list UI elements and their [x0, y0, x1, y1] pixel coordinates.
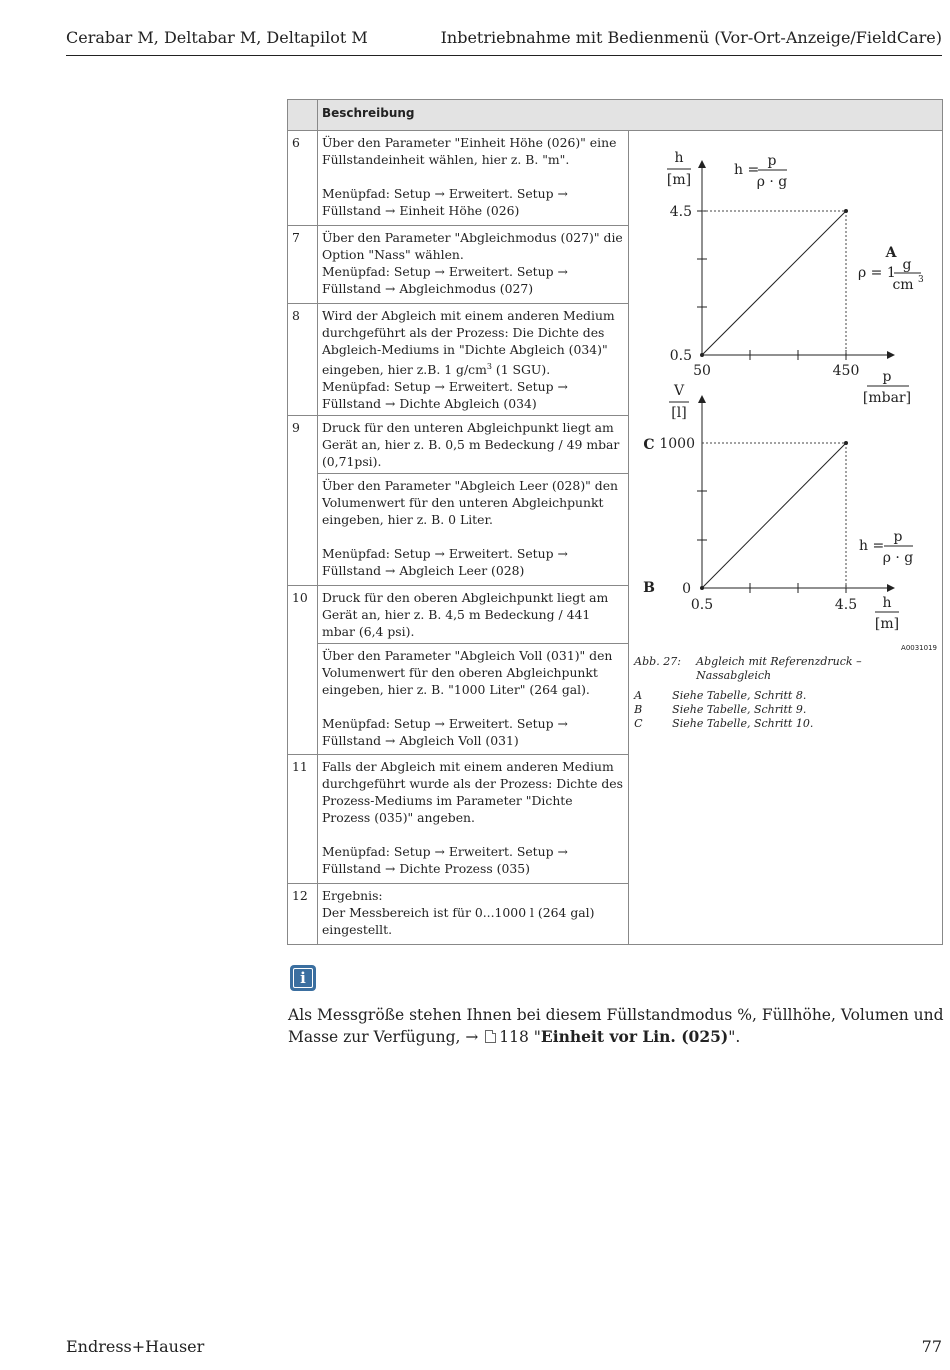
graph1-line [702, 211, 846, 355]
step-menu-path: Menüpfad: Setup → Erweitert. Setup → Füllstand → Abgleich Voll (031) [321, 716, 568, 749]
graph1-xtick-low: 50 [693, 363, 712, 379]
graph2-xtick-high: 4.5 [835, 597, 858, 613]
page-reference-icon [485, 1030, 496, 1043]
graph1-density-num: g [902, 257, 912, 273]
step-text: Über den Parameter "Abgleich Leer (028)" den Volumenwert für den unteren Abgleichpunkt eingeben, hier z. B. 0 Liter. [321, 478, 619, 528]
footer-brand: Endress+Hauser [66, 1337, 205, 1356]
graph1-formula-lhs: h = [734, 162, 760, 178]
step-description [317, 644, 628, 755]
table-header-description: Beschreibung [317, 100, 942, 131]
note-quote-open: " [528, 1028, 541, 1046]
step-menu-path: Menüpfad: Setup → Erweitert. Setup → Füllstand → Einheit Höhe (026) [321, 186, 568, 218]
graph1-marker-a: A [885, 245, 897, 261]
step-description [317, 884, 628, 945]
step-text: Druck für den oberen Abgleichpunkt liegt am Gerät an, hier z. B. 4,5 m Bedeckung / 441 mbar (6,4 psi). [321, 590, 609, 640]
step-number: 12 [288, 884, 318, 945]
step-number: 8 [288, 304, 318, 416]
note-text: Als Messgröße stehen Ihnen bei diesem Füllstandmodus %, Füllhöhe, Volumen und Masse zur Verfügung, → [288, 1006, 944, 1046]
graph-volume-vs-height [643, 383, 913, 632]
step-text: Über den Parameter "Abgleich Voll (031)" den Volumenwert für den oberen Abgleichpunkt eingeben, hier z. B. "1000 Liter" (264 gal). [321, 648, 613, 698]
step-menu-path: Menüpfad: Setup → Erweitert. Setup → Füllstand → Dichte Abgleich (034) [321, 379, 568, 412]
graph2-xtick-low: 0.5 [691, 597, 714, 613]
graph1-point-low [700, 353, 704, 357]
step-description [317, 416, 628, 474]
step-text: Wird der Abgleich mit einem anderen Medium durchgeführt als der Prozess: Die Dichte des Abgleich-Mediums in "Dichte Abgleich (034)" eingeben, hier z.B. 1 $g/cm^3$ (1 SGU). [321, 308, 615, 378]
graph1-point-high [844, 209, 848, 213]
graph1-density-exp: 3 [918, 275, 924, 285]
graph1-density-lhs: ρ = 1 [858, 265, 896, 281]
step-number: 10 [288, 586, 318, 755]
step-text: Falls der Abgleich mit einem anderen Medium durchgeführt wurde als der Prozess: Dichte des Prozess-Mediums im Parameter "Dichte Prozess (035)" angeben. [321, 759, 623, 826]
graph1-formula-num: p [767, 153, 777, 169]
graph-height-vs-pressure [667, 150, 924, 406]
step-menu-path: Menüpfad: Setup → Erweitert. Setup → Füllstand → Abgleich Leer (028) [321, 546, 568, 579]
info-note [288, 1005, 948, 1048]
graph1-formula-den: ρ · g [756, 174, 788, 190]
step-text: Druck für den unteren Abgleichpunkt liegt am Gerät an, hier z. B. 0,5 m Bedeckung / 49 mbar (0,71psi). [321, 420, 620, 470]
graph1-x-label: p [882, 369, 892, 385]
info-icon: i [290, 965, 316, 991]
page-number: 77 [921, 1337, 942, 1356]
figure-caption [634, 655, 934, 731]
figure-legend [634, 689, 934, 731]
step-number: 9 [288, 416, 318, 586]
legend-text: Siehe Tabelle, Schritt 10. [672, 717, 814, 730]
legend-text: Siehe Tabelle, Schritt 9. [672, 703, 807, 716]
graph1-ytick-high: 4.5 [669, 204, 693, 220]
header-rule [66, 55, 942, 56]
steps-table [287, 99, 943, 945]
legend-key: C [634, 717, 643, 730]
step-description [317, 304, 628, 416]
graph2-point-low [700, 586, 704, 590]
step-number: 7 [288, 226, 318, 304]
graph2-ytick-low: 0 [682, 581, 692, 597]
step-description [317, 474, 628, 586]
legend-item [634, 689, 934, 703]
graph2-y-unit: [l] [671, 405, 687, 421]
step-text: Über den Parameter "Abgleichmodus (027)" die Option "Nass" wählen. [321, 230, 623, 262]
graph1-xtick-high: 450 [832, 363, 860, 379]
step-description [317, 586, 628, 644]
legend-key: B [634, 703, 643, 716]
legend-item [634, 703, 934, 717]
header-title-left: Cerabar M, Deltabar M, Deltapilot M [66, 28, 368, 47]
graph2-line [702, 443, 846, 588]
step-number: 6 [288, 131, 318, 226]
calibration-diagram [629, 131, 941, 651]
graph1-ytick-low: 0.5 [669, 348, 693, 364]
step-text: Über den Parameter "Einheit Höhe (026)" eine Füllstandeinheit wählen, hier z. B. "m". [321, 135, 617, 167]
legend-key: A [634, 689, 643, 702]
graph1-density-den: cm [892, 277, 914, 293]
graph1-x-unit: [mbar] [863, 390, 912, 406]
graph2-marker-b: B [643, 580, 656, 596]
table-row [288, 131, 943, 226]
step-description [317, 131, 628, 226]
graph2-x-unit: [m] [875, 616, 900, 632]
step-menu-path: Menüpfad: Setup → Erweitert. Setup → Füllstand → Abgleichmodus (027) [321, 264, 568, 296]
step-number: 11 [288, 755, 318, 884]
figure-cell [629, 131, 943, 945]
caption-text: Abgleich mit Referenzdruck – Nassabgleich [696, 655, 862, 682]
graph2-y-label: V [674, 383, 685, 399]
note-page-ref[interactable]: 118 [499, 1028, 529, 1046]
table-header-row [288, 100, 943, 131]
graph1-y-unit: [m] [667, 172, 692, 188]
graph2-point-high [844, 441, 848, 445]
graph2-ytick-high: 1000 [659, 436, 696, 452]
header-title-right: Inbetriebnahme mit Bedienmenü (Vor-Ort-Anzeige/FieldCare) [440, 28, 942, 47]
legend-text: Siehe Tabelle, Schritt 8. [672, 689, 807, 702]
graph2-formula-den: ρ · g [882, 550, 914, 566]
step-text: Ergebnis: [321, 888, 383, 904]
figure-id: A0031019 [901, 644, 938, 651]
graph2-x-label: h [882, 595, 892, 611]
step-description [317, 226, 628, 304]
table-header-blank [288, 100, 318, 131]
note-param-link[interactable]: Einheit vor Lin. (025) [540, 1027, 729, 1046]
step-result: Der Messbereich ist für 0...1000 l (264 gal) eingestellt. [321, 905, 595, 938]
legend-item [634, 717, 934, 731]
graph2-formula-num: p [893, 529, 903, 545]
graph2-marker-c: C [643, 437, 655, 453]
graph2-formula-lhs: h = [859, 538, 885, 554]
note-quote-close: ". [728, 1028, 741, 1046]
graph1-y-label: h [674, 150, 684, 166]
step-description [317, 755, 628, 884]
step-menu-path: Menüpfad: Setup → Erweitert. Setup → Füllstand → Dichte Prozess (035) [321, 844, 568, 877]
caption-key: Abb. 27: [634, 655, 681, 668]
